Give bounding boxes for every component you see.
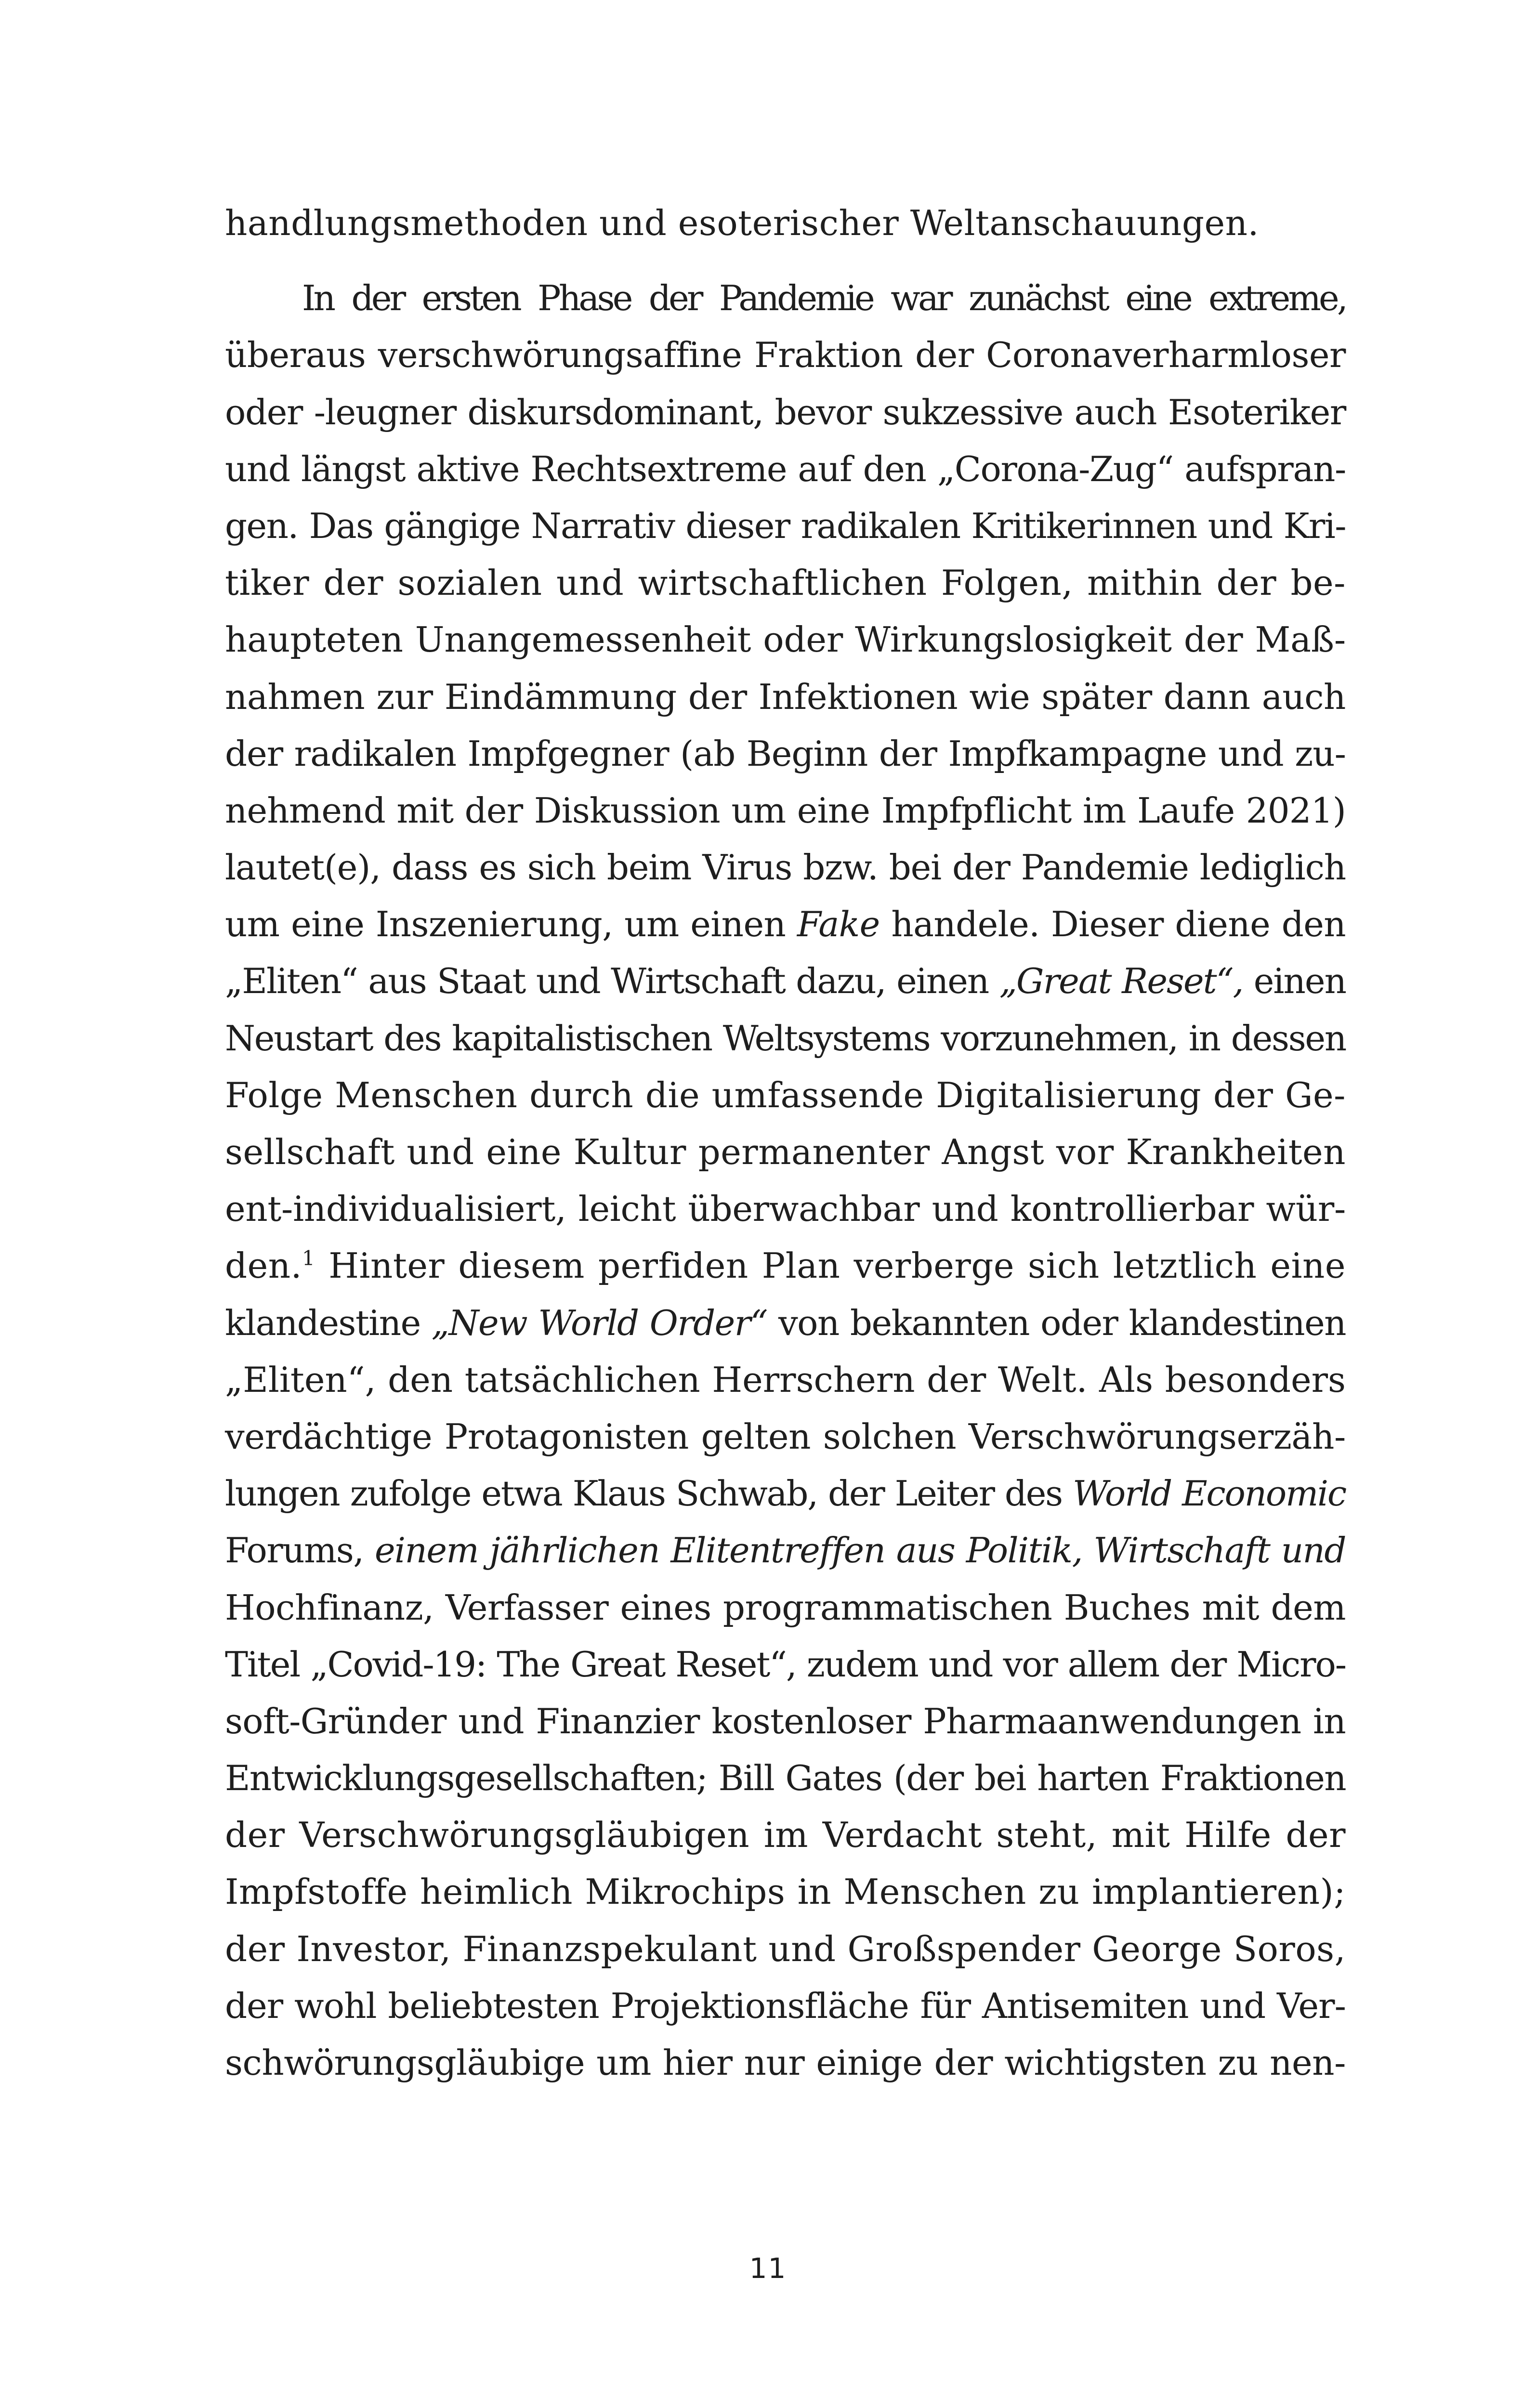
text-line: oder -leugner diskursdominant, bevor sukzessive auch Esoteriker	[225, 392, 1346, 432]
text-segment: Hinter diesem perfiden Plan verberge sich letztlich eine	[315, 1245, 1346, 1286]
text-line: Impfstoffe heimlich Mikrochips in Menschen zu implantieren);	[225, 1871, 1346, 1912]
text-line: nahmen zur Eindämmung der Infektionen wie später dann auch	[225, 676, 1346, 717]
italic-text: „Great Reset“,	[999, 961, 1243, 1002]
text-line	[225, 896, 1346, 953]
text-line	[225, 1237, 1346, 1294]
text-segment: Forums,	[225, 1530, 364, 1571]
text-line	[225, 1465, 1346, 1522]
text-line: Neustart des kapitalistischen Weltsystems vorzunehmen, in dessen	[225, 1018, 1346, 1059]
text-line: „Eliten“, den tatsächlichen Herrschern der Welt. Als besonders	[225, 1359, 1346, 1400]
text-line: der wohl beliebtesten Projektionsfläche für Antisemiten und Ver-	[225, 1985, 1346, 2026]
text-line: überaus verschwörungsaffine Fraktion der Coronaverharmloser	[225, 335, 1346, 376]
text-segment: einen	[1243, 961, 1346, 1002]
text-line: Entwicklungsgesellschaften; Bill Gates (der bei harten Fraktionen	[225, 1758, 1346, 1799]
text-line: der Verschwörungsgläubigen im Verdacht steht, mit Hilfe der	[225, 1815, 1346, 1856]
italic-text: World Economic	[1073, 1473, 1346, 1514]
text-line: der Investor, Finanzspekulant und Großspender George Soros,	[225, 1928, 1346, 1969]
text-segment: „Eliten“ aus Staat und Wirtschaft dazu, einen	[225, 961, 999, 1002]
text-segment: handele. Dieser diene den	[880, 904, 1346, 945]
text-line	[225, 953, 1346, 1009]
text-line: tiker der sozialen und wirtschaftlichen Folgen, mithin der be-	[225, 563, 1346, 603]
paragraph-gap	[225, 251, 1346, 270]
text-segment: den.	[225, 1245, 302, 1286]
paragraph	[225, 270, 1346, 2091]
text-segment: klandestine	[225, 1302, 432, 1343]
text-line: ent-individualisiert, leicht überwachbar und kontrollierbar wür-	[225, 1189, 1346, 1230]
text-line	[225, 1295, 1346, 1351]
text-line: der radikalen Impfgegner (ab Beginn der Impfkampagne und zu-	[225, 733, 1346, 774]
footnote-marker: 1	[302, 1246, 315, 1270]
text-line: sellschaft und eine Kultur permanenter Angst vor Krankheiten	[225, 1132, 1346, 1172]
text-line: Folge Menschen durch die umfassende Digitalisierung der Ge-	[225, 1074, 1346, 1115]
text-segment: lungen zufolge etwa Klaus Schwab, der Leiter des	[225, 1473, 1073, 1514]
italic-text: „New World Order“	[431, 1302, 767, 1343]
text-line: In der ersten Phase der Pandemie war zunächst eine extreme,	[302, 278, 1346, 319]
text-segment: von bekannten oder klandestinen	[767, 1302, 1346, 1343]
text-line: schwörungsgläubige um hier nur einige der wichtigsten zu nen-	[225, 2042, 1346, 2083]
page-number: 11	[749, 2252, 787, 2285]
text-line: gen. Das gängige Narrativ dieser radikalen Kritikerinnen und Kri-	[225, 505, 1346, 546]
continuation-line: handlungsmethoden und esoterischer Weltanschauungen.	[225, 203, 1259, 243]
text-line: haupteten Unangemessenheit oder Wirkungslosigkeit der Maß-	[225, 619, 1346, 660]
text-line: und längst aktive Rechtsextreme auf den „Corona-Zug“ aufspran-	[225, 448, 1346, 489]
text-line: verdächtige Protagonisten gelten solchen Verschwörungserzäh-	[225, 1416, 1346, 1457]
text-line: Hochfinanz, Verfasser eines programmatischen Buches mit dem	[225, 1587, 1346, 1628]
text-line	[225, 1522, 1346, 1579]
italic-text: einem jährlichen Elitentreffen aus Politik, Wirtschaft und	[363, 1530, 1346, 1571]
body-text	[225, 195, 1346, 2091]
text-line: lautet(e), dass es sich beim Virus bzw. bei der Pandemie lediglich	[225, 847, 1346, 888]
italic-text: Fake	[797, 904, 880, 945]
text-segment: um eine Inszenierung, um einen	[225, 904, 797, 945]
text-line: Titel „Covid-19: The Great Reset“, zudem und vor allem der Micro-	[225, 1644, 1346, 1685]
text-line: nehmend mit der Diskussion um eine Impfpflicht im Laufe 2021)	[225, 790, 1346, 831]
text-line: soft-Gründer und Finanzier kostenloser Pharmaanwendungen in	[225, 1701, 1346, 1741]
